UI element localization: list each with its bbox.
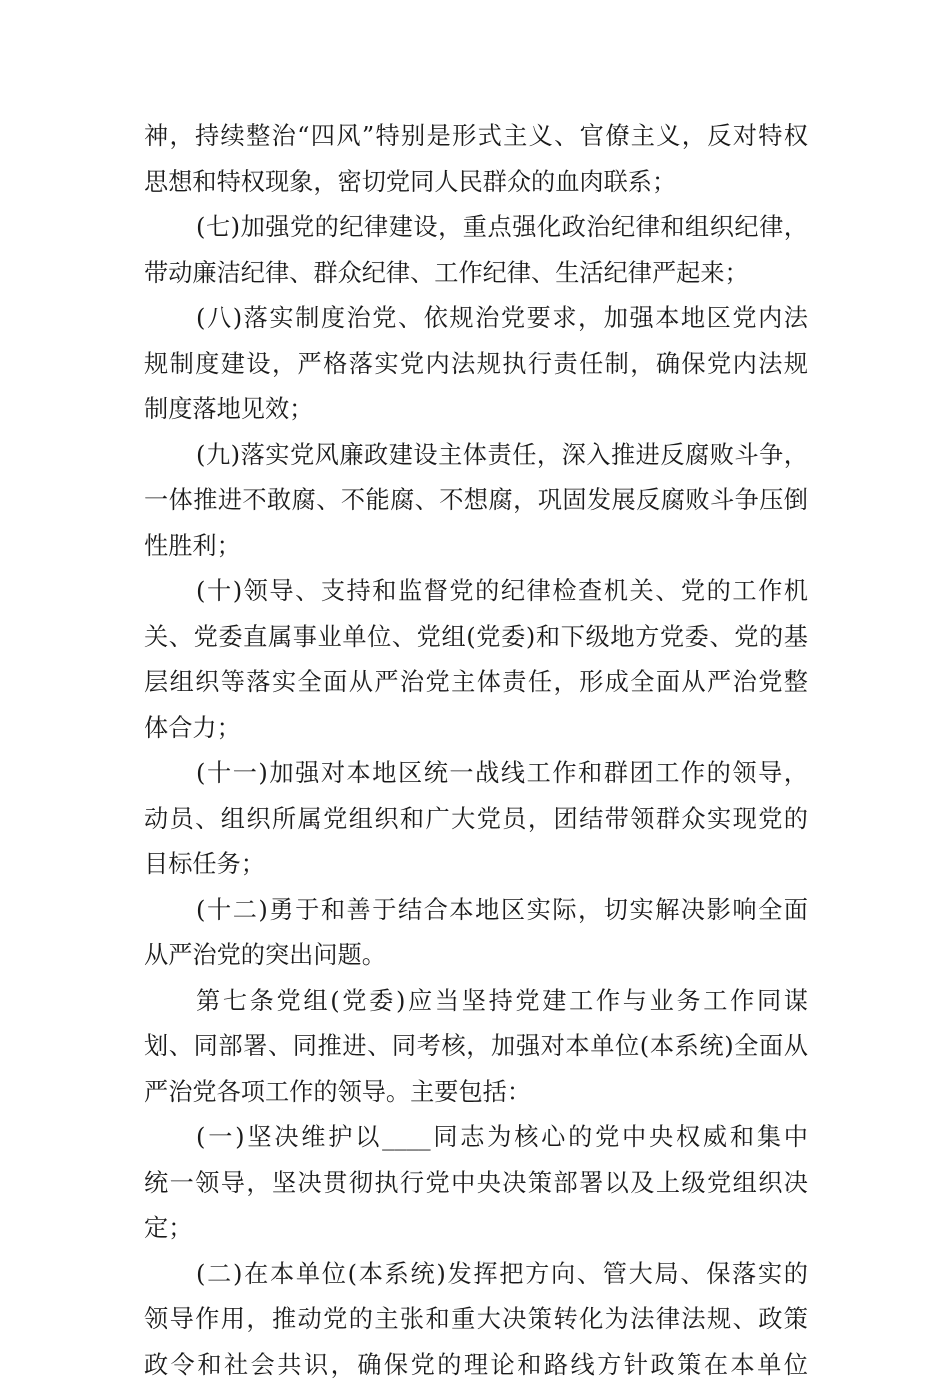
text-line: 规制度建设，严格落实党内法规执行责任制，确保党内法规 (144, 342, 808, 388)
text-line: 划、同部署、同推进、同考核，加强对本单位(本系统)全面从 (144, 1024, 808, 1070)
text-line: 体合力； (144, 706, 808, 752)
text-line: 层组织等落实全面从严治党主体责任，形成全面从严治党整 (144, 660, 808, 706)
text-line: 目标任务； (144, 842, 808, 888)
text-line: 严治党各项工作的领导。主要包括： (144, 1070, 808, 1116)
text-line: 一体推进不敢腐、不能腐、不想腐，巩固发展反腐败斗争压倒 (144, 478, 808, 524)
text-line: (十二)勇于和善于结合本地区实际，切实解决影响全面 (144, 888, 808, 934)
document-body (144, 114, 808, 1388)
text-line: (九)落实党风廉政建设主体责任，深入推进反腐败斗争， (144, 433, 808, 479)
text-line: (二)在本单位(本系统)发挥把方向、管大局、保落实的 (144, 1252, 808, 1298)
text-line: 领导作用，推动党的主张和重大决策转化为法律法规、政策 (144, 1297, 808, 1343)
text-line: 性胜利； (144, 524, 808, 570)
text-line: 动员、组织所属党组织和广大党员，团结带领群众实现党的 (144, 797, 808, 843)
text-line: 思想和特权现象，密切党同人民群众的血肉联系； (144, 160, 808, 206)
text-line: 政令和社会共识，确保党的理论和路线方针政策在本单位 (144, 1343, 808, 1388)
text-line: 带动廉洁纪律、群众纪律、工作纪律、生活纪律严起来； (144, 251, 808, 297)
text-line: 统一领导，坚决贯彻执行党中央决策部署以及上级党组织决 (144, 1161, 808, 1207)
text-line: (十一)加强对本地区统一战线工作和群团工作的领导， (144, 751, 808, 797)
text-line: (八)落实制度治党、依规治党要求，加强本地区党内法 (144, 296, 808, 342)
text-line: 从严治党的突出问题。 (144, 933, 808, 979)
text-line: 定； (144, 1206, 808, 1252)
text-line: (十)领导、支持和监督党的纪律检查机关、党的工作机 (144, 569, 808, 615)
text-line: 制度落地见效； (144, 387, 808, 433)
text-line: (一)坚决维护以____同志为核心的党中央权威和集中 (144, 1115, 808, 1161)
text-line: (七)加强党的纪律建设，重点强化政治纪律和组织纪律， (144, 205, 808, 251)
text-line: 第七条党组(党委)应当坚持党建工作与业务工作同谋 (144, 979, 808, 1025)
text-line: 神，持续整治“四风”特别是形式主义、官僚主义，反对特权 (144, 114, 808, 160)
text-line: 关、党委直属事业单位、党组(党委)和下级地方党委、党的基 (144, 615, 808, 661)
